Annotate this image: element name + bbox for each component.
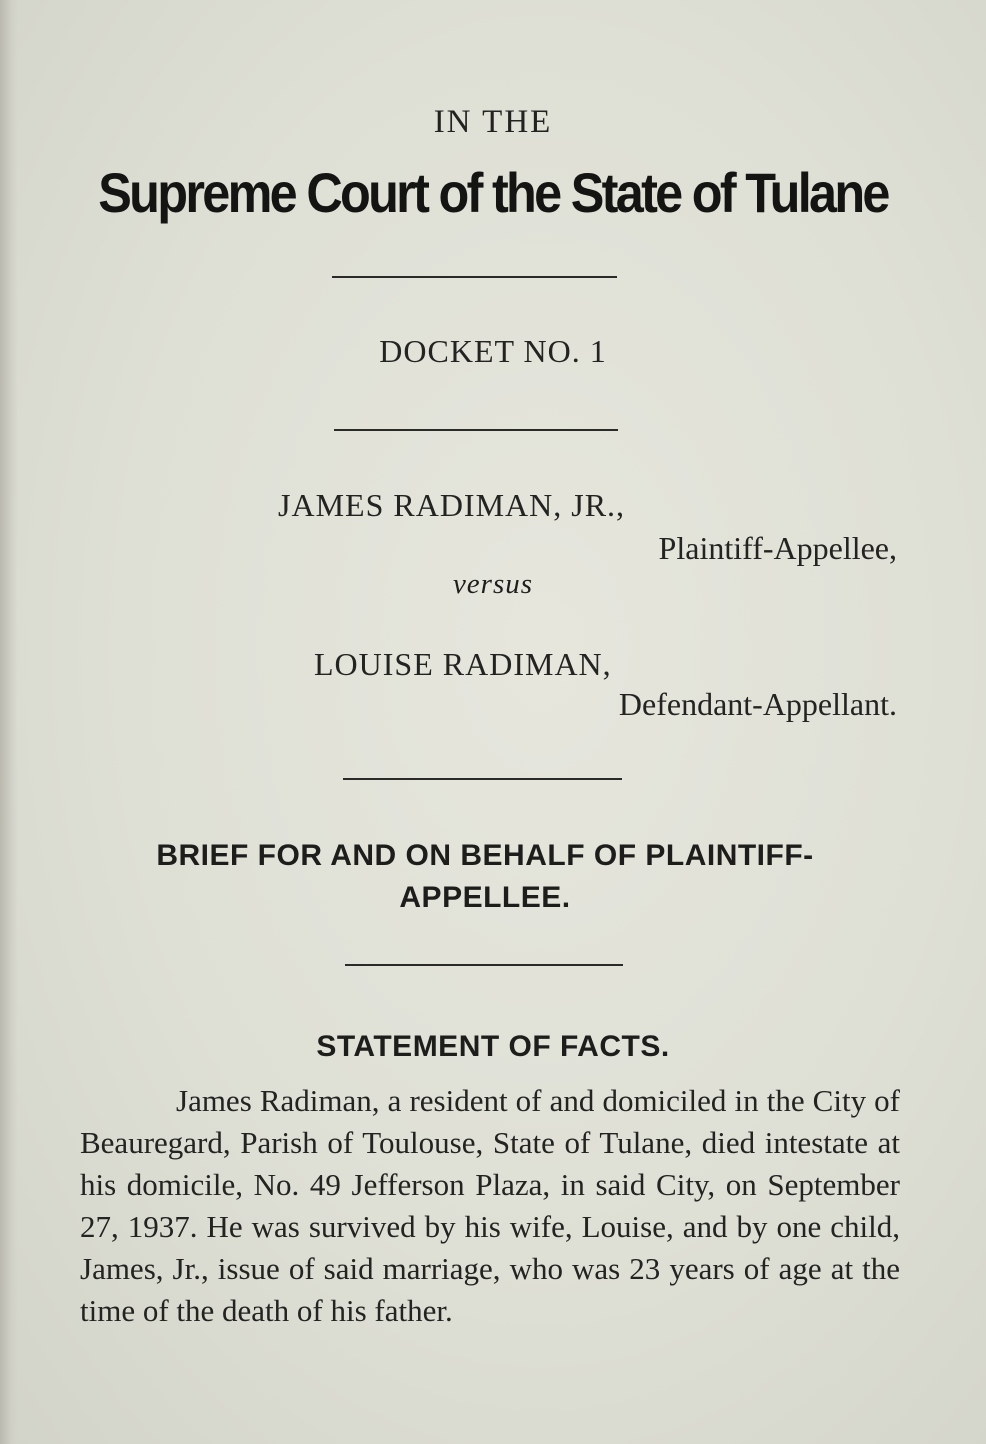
divider-rule [345,964,623,966]
defendant-name: LOUISE RADIMAN, [314,646,612,682]
statement-of-facts-heading: STATEMENT OF FACTS. [316,1030,670,1063]
defendant-role: Defendant-Appellant. [618,686,897,722]
versus-label: versus [452,568,534,600]
court-title: Supreme Court of the State of Tulane [98,161,888,224]
statement-of-facts-body: James Radiman, a resident of and domiciled in the City of Beauregard, Parish of Toulouse, State of Tulane, died intestate at his domicile, No. 49 Jefferson Plaza, in said City, on September 27, 1937. He was survived by his wife, Louise, and by one child, James, Jr., issue of said marriage, who was 23 years of age at the time of the death of his father. [80,1083,900,1328]
plaintiff-name: JAMES RADIMAN, JR., [278,487,626,523]
plaintiff-role: Plaintiff-Appellee, [658,530,897,566]
page-binding-edge [0,0,18,1444]
docket-number: DOCKET NO. 1 [379,333,607,369]
divider-rule [332,276,617,278]
divider-rule [343,778,622,780]
brief-title: BRIEF FOR AND ON BEHALF OF PLAINTIFF-APPELLEE. [156,839,814,914]
divider-rule [334,429,618,431]
header-in-the: IN THE [433,104,553,140]
